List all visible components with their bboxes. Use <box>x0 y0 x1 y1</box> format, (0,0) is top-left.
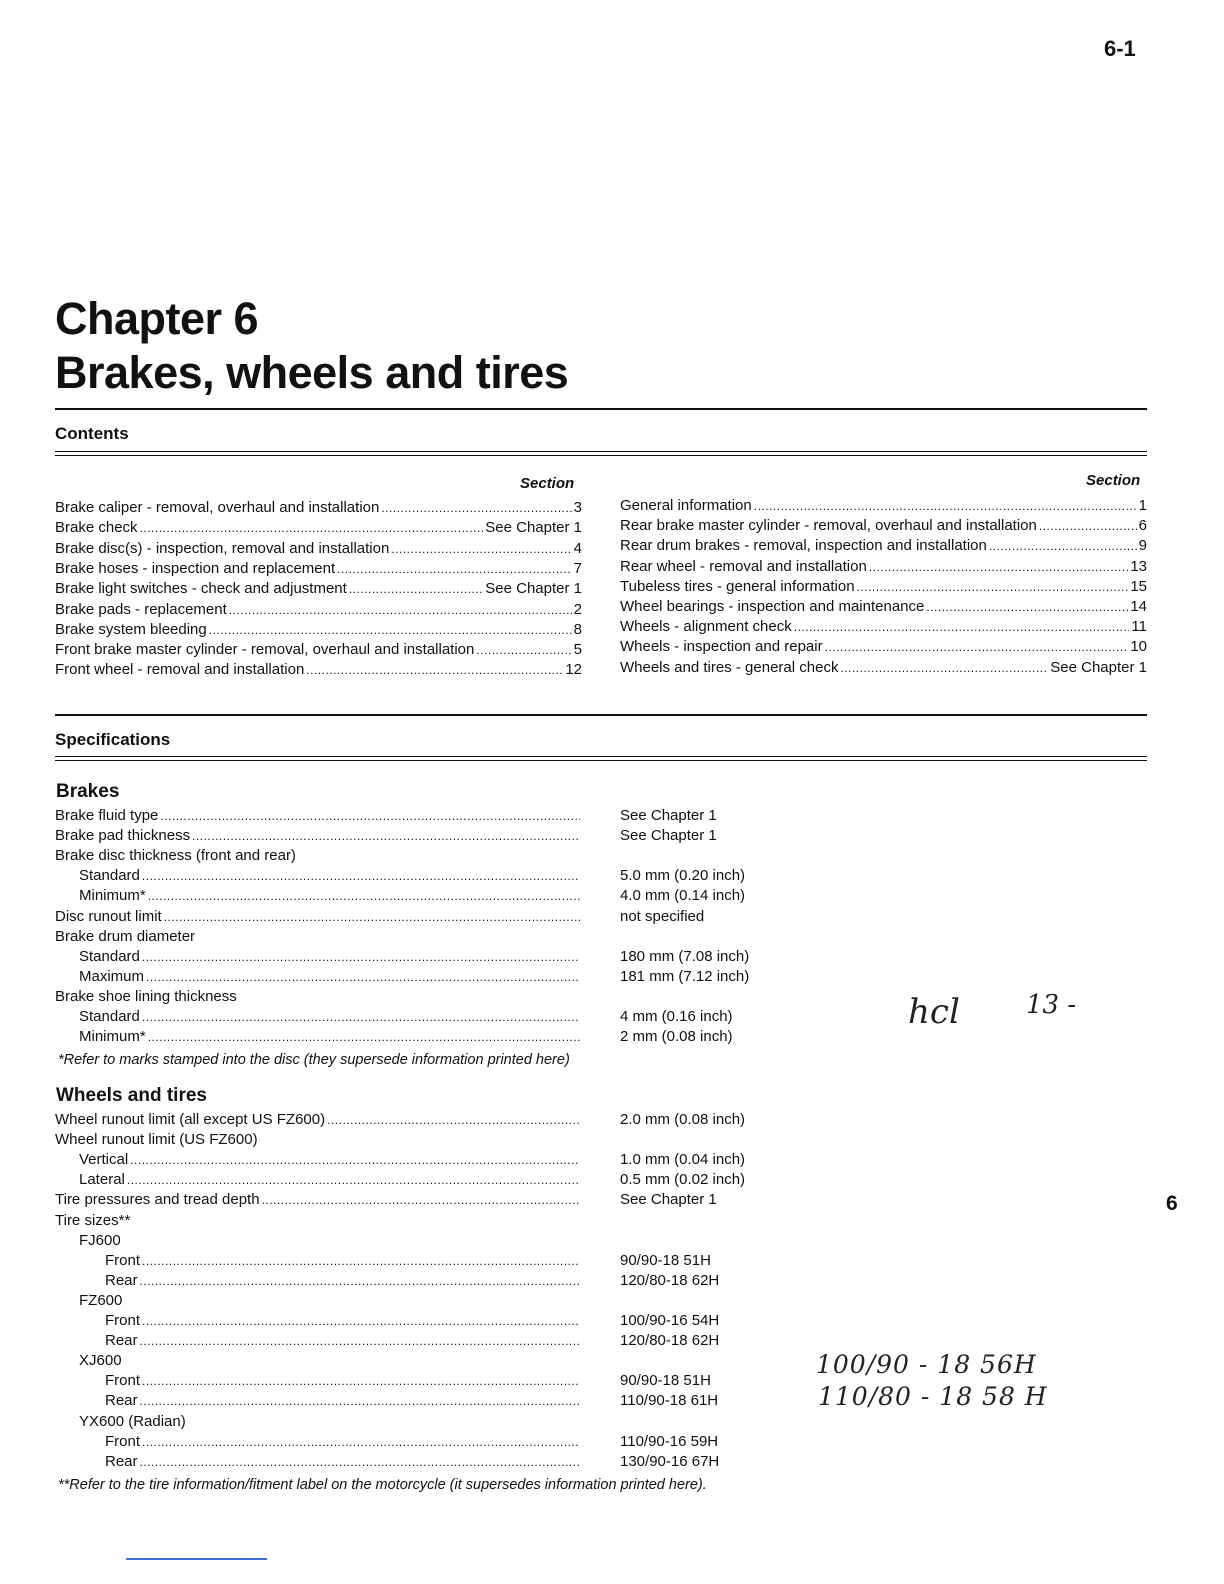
leader-dots <box>142 1251 580 1271</box>
contents-entry-title: Brake pads - replacement <box>55 600 227 618</box>
spec-row <box>79 1027 582 1047</box>
spec-row <box>79 1007 582 1027</box>
spec-row <box>79 1170 582 1190</box>
chapter-number: Chapter 6 <box>55 293 259 344</box>
spec-label: XJ600 <box>79 1352 122 1370</box>
brakes-footnote: *Refer to marks stamped into the disc (they supersede information printed here) <box>58 1052 570 1068</box>
spec-label: Minimum* <box>79 1028 146 1046</box>
spec-row <box>55 907 582 927</box>
spec-label: Brake shoe lining thickness <box>55 987 237 1005</box>
spec-label: Tire sizes** <box>55 1211 131 1229</box>
spec-row <box>79 967 582 987</box>
chapter-title: Brakes, wheels and tires <box>55 347 569 398</box>
leader-dots <box>989 536 1137 556</box>
leader-dots <box>142 1432 580 1452</box>
contents-entry <box>620 557 1147 577</box>
spec-row <box>105 1331 582 1351</box>
leader-dots <box>140 1331 580 1351</box>
spec-label: Lateral <box>79 1171 125 1189</box>
spec-value: See Chapter 1 <box>620 827 717 845</box>
spec-value: 100/90-16 54H <box>620 1312 720 1329</box>
spec-row <box>55 1130 582 1150</box>
contents-entry <box>55 539 582 559</box>
leader-dots <box>754 496 1137 516</box>
spec-value: 110/90-16 59H <box>620 1432 719 1450</box>
contents-entry-section: 15 <box>1130 577 1147 595</box>
spec-label: FZ600 <box>79 1291 123 1309</box>
contents-entry-section: See Chapter 1 <box>485 580 582 598</box>
spec-row <box>55 1211 582 1231</box>
leader-dots <box>192 826 580 846</box>
contents-entry <box>620 536 1147 556</box>
contents-entry <box>55 579 582 599</box>
spec-value: 120/80-18 62H <box>620 1332 720 1350</box>
contents-entry-title: Brake disc(s) - inspection, removal and installation <box>55 539 390 557</box>
spec-label: Front <box>105 1372 141 1390</box>
spec-value: 5.0 mm (0.20 inch) <box>620 867 746 885</box>
contents-entry <box>620 577 1147 597</box>
contents-entry-section: 7 <box>573 559 582 577</box>
contents-entry <box>55 660 582 680</box>
leader-dots <box>349 579 483 599</box>
contents-entry-section: 10 <box>1130 638 1147 656</box>
contents-entry-section: 9 <box>1138 537 1147 555</box>
spec-row <box>79 1231 582 1251</box>
spec-row <box>105 1371 582 1391</box>
spec-value: 0.5 mm (0.02 inch) <box>620 1171 746 1189</box>
rule <box>55 451 1147 452</box>
spec-row <box>79 1150 582 1170</box>
contents-entry <box>620 617 1147 637</box>
spec-value: See Chapter 1 <box>620 1191 717 1209</box>
contents-entry-title: Brake hoses - inspection and replacement <box>55 559 336 577</box>
contents-entry <box>620 637 1147 657</box>
contents-entry-section: 3 <box>573 499 582 516</box>
spec-row <box>79 886 582 906</box>
spec-value: See Chapter 1 <box>620 807 717 824</box>
spec-label: Tire pressures and tread depth <box>55 1191 260 1209</box>
contents-entry-title: General information <box>620 497 752 514</box>
contents-entry <box>55 600 582 620</box>
leader-dots <box>148 1027 580 1047</box>
handwritten-tire-size: 100/90 - 18 56H <box>816 1350 1037 1379</box>
contents-entry <box>55 620 582 640</box>
decorative-line <box>126 1558 267 1560</box>
leader-dots <box>926 597 1128 617</box>
spec-label: Front <box>105 1312 141 1329</box>
spec-value: 130/90-16 67H <box>620 1452 720 1470</box>
spec-row <box>105 1251 582 1271</box>
contents-entry-title: Brake caliper - removal, overhaul and installation <box>55 499 380 516</box>
spec-label: Disc runout limit <box>55 907 162 925</box>
contents-entry-title: Wheels and tires - general check <box>620 658 839 676</box>
spec-label: Brake fluid type <box>55 807 159 824</box>
spec-value: 2.0 mm (0.08 inch) <box>620 1111 746 1128</box>
contents-entry-title: Front wheel - removal and installation <box>55 661 305 679</box>
leader-dots <box>869 557 1129 577</box>
spec-label: Brake drum diameter <box>55 927 196 945</box>
spec-label: Brake disc thickness (front and rear) <box>55 847 296 865</box>
contents-heading: Contents <box>55 424 129 443</box>
spec-label: Wheel runout limit (US FZ600) <box>55 1131 258 1149</box>
leader-dots <box>1039 516 1137 536</box>
contents-entry-section: 11 <box>1131 618 1147 636</box>
specifications-heading: Specifications <box>55 730 171 749</box>
spec-row <box>55 806 582 826</box>
spec-row <box>55 1190 582 1210</box>
spec-row <box>55 826 582 846</box>
leader-dots <box>130 1150 580 1170</box>
spec-label: YX600 (Radian) <box>79 1412 186 1430</box>
spec-label: Maximum <box>79 967 145 985</box>
section-column-label: Section <box>1086 472 1141 489</box>
spec-row <box>105 1271 582 1291</box>
contents-entry-section: See Chapter 1 <box>485 519 582 537</box>
spec-value: 120/80-18 62H <box>620 1271 720 1289</box>
contents-entry <box>620 597 1147 617</box>
spec-row <box>105 1432 582 1452</box>
spec-label: FJ600 <box>79 1231 121 1249</box>
leader-dots <box>229 600 572 620</box>
contents-entry-section: 4 <box>573 539 582 557</box>
contents-entry <box>620 496 1147 516</box>
spec-value: 110/90-18 61H <box>620 1392 719 1410</box>
spec-value: 2 mm (0.08 inch) <box>620 1028 733 1046</box>
spec-label: Minimum* <box>79 887 146 905</box>
leader-dots <box>476 640 571 660</box>
chapter-heading <box>55 292 568 400</box>
leader-dots <box>142 866 580 886</box>
leader-dots <box>127 1170 580 1190</box>
spec-label: Standard <box>79 947 140 965</box>
leader-dots <box>825 637 1129 657</box>
leader-dots <box>306 660 563 680</box>
contents-entry-title: Brake check <box>55 519 138 537</box>
spec-value: 4.0 mm (0.14 inch) <box>620 887 746 905</box>
spec-row <box>79 1291 582 1311</box>
contents-entry <box>55 498 582 518</box>
rule <box>55 714 1147 716</box>
contents-entry <box>620 658 1147 678</box>
contents-entry-section: 2 <box>573 600 582 618</box>
leader-dots <box>857 577 1129 597</box>
contents-entry-title: Wheels - inspection and repair <box>620 638 823 656</box>
contents-entry-section: 13 <box>1130 557 1147 575</box>
rule <box>55 760 1147 761</box>
leader-dots <box>164 907 580 927</box>
spec-row <box>105 1311 582 1331</box>
spec-row <box>55 1110 582 1130</box>
handwritten-tire-size: 110/80 - 18 58 H <box>818 1382 1048 1411</box>
leader-dots <box>160 806 580 826</box>
leader-dots <box>381 498 571 518</box>
leader-dots <box>391 539 571 559</box>
leader-dots <box>209 620 572 640</box>
spec-value: 90/90-18 51H <box>620 1251 711 1269</box>
contents-entry-title: Brake light switches - check and adjustment <box>55 580 347 598</box>
leader-dots <box>140 1271 580 1291</box>
leader-dots <box>140 1452 580 1472</box>
spec-label: Rear <box>105 1332 138 1350</box>
contents-entry-section: 12 <box>565 661 582 679</box>
contents-entry <box>55 640 582 660</box>
rule <box>55 455 1147 456</box>
contents-entry-section: 5 <box>573 641 582 659</box>
contents-entry-title: Front brake master cylinder - removal, overhaul and installation <box>55 641 475 659</box>
spec-label: Front <box>105 1432 141 1450</box>
brakes-heading: Brakes <box>56 781 120 802</box>
spec-label: Standard <box>79 1008 140 1025</box>
spec-label: Vertical <box>79 1151 129 1169</box>
spec-row <box>55 987 582 1007</box>
contents-entry-title: Brake system bleeding <box>55 620 207 638</box>
contents-entry-section: See Chapter 1 <box>1050 658 1147 676</box>
spec-row <box>55 927 582 947</box>
contents-entry-section: 8 <box>573 620 582 638</box>
spec-value: not specified <box>620 907 705 925</box>
contents-entry-title: Tubeless tires - general information <box>620 577 855 595</box>
leader-dots <box>140 518 484 538</box>
spec-row <box>79 1412 582 1432</box>
spec-value: 4 mm (0.16 inch) <box>620 1008 733 1025</box>
contents-entry-section: 14 <box>1130 598 1147 615</box>
page-number: 6-1 <box>1104 36 1136 61</box>
spec-label: Rear <box>105 1392 138 1410</box>
spec-value: 90/90-18 51H <box>620 1372 711 1390</box>
spec-label: Rear <box>105 1271 138 1289</box>
leader-dots <box>146 967 580 987</box>
contents-entry <box>55 518 582 538</box>
spec-row <box>105 1391 582 1411</box>
wheels-heading: Wheels and tires <box>56 1085 207 1106</box>
handwritten-note: 13 - <box>1026 990 1077 1020</box>
spec-label: Front <box>105 1251 141 1269</box>
spec-label: Wheel runout limit (all except US FZ600) <box>55 1111 326 1128</box>
spec-row <box>79 947 582 967</box>
spec-label: Rear <box>105 1452 138 1470</box>
leader-dots <box>142 1371 580 1391</box>
contents-entry-title: Rear wheel - removal and installation <box>620 557 867 575</box>
rule <box>55 756 1147 757</box>
contents-entry-title: Rear drum brakes - removal, inspection and installation <box>620 537 987 555</box>
leader-dots <box>142 947 580 967</box>
leader-dots <box>840 658 1048 678</box>
leader-dots <box>142 1007 580 1027</box>
spec-row <box>79 1351 582 1371</box>
contents-entry <box>55 559 582 579</box>
leader-dots <box>327 1110 580 1130</box>
spec-row <box>55 846 582 866</box>
spec-value: 180 mm (7.08 inch) <box>620 947 750 965</box>
contents-entry-title: Wheels - alignment check <box>620 618 792 636</box>
handwritten-note: hcl <box>908 992 960 1032</box>
wheels-footnote: **Refer to the tire information/fitment label on the motorcycle (it supersedes information printed here). <box>58 1477 707 1493</box>
contents-entry-title: Rear brake master cylinder - removal, overhaul and installation <box>620 517 1037 535</box>
leader-dots <box>337 559 571 579</box>
section-column-label: Section <box>520 475 575 492</box>
chapter-tab: 6 <box>1166 1192 1178 1215</box>
leader-dots <box>794 617 1130 637</box>
contents-entry-section: 1 <box>1138 497 1147 514</box>
contents-entry-section: 6 <box>1138 517 1147 535</box>
spec-label: Standard <box>79 867 140 885</box>
leader-dots <box>148 886 580 906</box>
spec-row <box>105 1452 582 1472</box>
contents-entry-title: Wheel bearings - inspection and maintenance <box>620 598 925 615</box>
contents-entry <box>620 516 1147 536</box>
spec-label: Brake pad thickness <box>55 827 191 845</box>
spec-row <box>79 866 582 886</box>
spec-value: 181 mm (7.12 inch) <box>620 967 750 985</box>
spec-value: 1.0 mm (0.04 inch) <box>620 1151 746 1169</box>
rule <box>55 408 1147 410</box>
leader-dots <box>262 1190 580 1210</box>
leader-dots <box>140 1391 580 1411</box>
leader-dots <box>142 1311 580 1331</box>
